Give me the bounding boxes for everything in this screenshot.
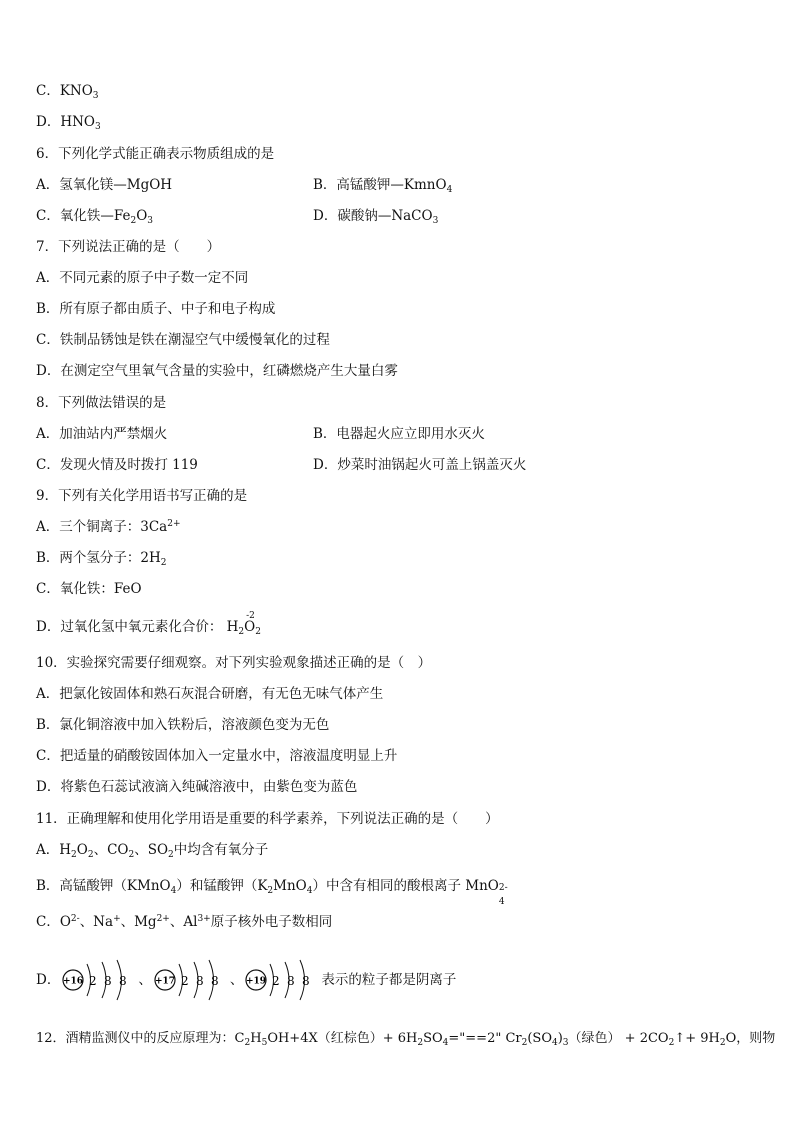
q8-option-c: C．发现火情及时拨打 119 xyxy=(36,457,198,473)
atom-diagram-1 xyxy=(60,957,138,1003)
q6-option-a: A．氢氧化镁—MgOH xyxy=(36,177,173,193)
shell-label: 8 xyxy=(302,974,310,988)
q7-option-d: D．在测定空气里氧气含量的实验中，红磷燃烧产生大量白雾 xyxy=(36,363,398,379)
q7-stem: 7．下列说法正确的是（ ） xyxy=(36,239,221,255)
q9-option-a: A．三个铜离子：$3Ca^{2+}$ xyxy=(36,519,181,535)
q7-option-b: B．所有原子都由质子、中子和电子构成 xyxy=(36,301,276,317)
shell-label: 2 xyxy=(272,974,280,988)
q6-option-c: C．氧化铁$—Fe_2O_3$ xyxy=(36,208,153,226)
q11-option-c: C．$O^{2-}$、Na+、$Mg^{2+}$、$Al^{3+}$原子核外电子数相同 xyxy=(36,914,333,930)
q6-stem: 6．下列化学式能正确表示物质组成的是 xyxy=(36,146,275,162)
q7-option-a: A．不同元素的原子中子数一定不同 xyxy=(36,270,249,286)
nucleus-label: +17 xyxy=(154,976,175,987)
shell-label: 8 xyxy=(104,974,112,988)
q10-option-b: B．氯化铜溶液中加入铁粉后，溶液颜色变为无色 xyxy=(36,717,330,733)
q9-option-c: C．氧化铁：FeO xyxy=(36,581,142,597)
q8-option-b: B．电器起火应立即用水灭火 xyxy=(313,426,485,442)
shell-label: 2 xyxy=(180,974,189,988)
q9-option-d: D．过氧化氢中氧元素化合价： $H_2$ -2 $O_2$ xyxy=(36,618,261,636)
q11-option-d: D． +16 2 8 8 、 +17 2 8 8 、 +19 2 8 8 表示的粒子都是阴离子 xyxy=(36,956,456,1004)
q9-option-b: B．两个氢分子：$2H_2$ xyxy=(36,550,167,568)
q8-option-a: A．加油站内严禁烟火 xyxy=(36,426,168,442)
q10-option-c: C．把适量的硝酸铵固体加入一定量水中，溶液温度明显上升 xyxy=(36,748,398,764)
shell-label: 8 xyxy=(210,974,219,988)
shell-label: 2 xyxy=(89,974,97,988)
valence-label: -2 xyxy=(246,611,255,621)
nucleus-label: +19 xyxy=(246,976,267,987)
q11-stem: 11．正确理解和使用化学用语是重要的科学素养，下列说法正确的是（ ） xyxy=(36,811,499,827)
q5-option-d: D．$HNO_3$ xyxy=(36,114,101,132)
atom-diagram-3 xyxy=(243,957,321,1003)
q6-option-b: B．高锰酸钾—KmnO$_4$ xyxy=(313,177,453,195)
q10-stem: 10．实验探究需要仔细观察。对下列实验观象描述正确的是（ ） xyxy=(36,655,432,671)
shell-label: 8 xyxy=(119,974,127,988)
q11-option-b: B．高锰酸钾（KMnO$_4$）和锰酸钾$(K_2MnO_4)$中含有相同的酸根离子 MnO 2- 4 xyxy=(36,878,508,907)
q10-option-d: D．将紫色石蕊试液滴入纯碱溶液中，由紫色变为蓝色 xyxy=(36,779,358,795)
atom-diagram-2 xyxy=(152,957,230,1003)
q8-stem: 8．下列做法错误的是 xyxy=(36,395,167,411)
q6-option-d: D．碳酸钠—NaCO$_3$ xyxy=(313,208,439,226)
nucleus-label: +16 xyxy=(63,976,84,987)
q10-option-a: A．把氯化铵固体和熟石灰混合研磨，有无色无味气体产生 xyxy=(36,686,384,702)
q9-stem: 9．下列有关化学用语书写正确的是 xyxy=(36,488,248,504)
shell-label: 8 xyxy=(195,974,204,988)
q11-option-a: A．$H_2O_2$、$CO_2$、$SO_2$中均含有氧分子 xyxy=(36,842,269,860)
q5-option-c: C．$KNO_3$ xyxy=(36,83,99,101)
q8-option-d: D．炒菜时油锅起火可盖上锅盖灭火 xyxy=(313,457,527,473)
shell-label: 8 xyxy=(287,974,295,988)
q12-stem: 12．酒精监测仪中的反应原理为：$C_2H_5OH+4X$（红棕色）+ $6H_2SO_4="==2$" $Cr_2(SO_4)_3$（绿色） + $2CO_2↑+ 9H_2O$，则物 xyxy=(36,1031,776,1048)
q7-option-c: C．铁制品锈蚀是铁在潮湿空气中缓慢氧化的过程 xyxy=(36,332,330,348)
